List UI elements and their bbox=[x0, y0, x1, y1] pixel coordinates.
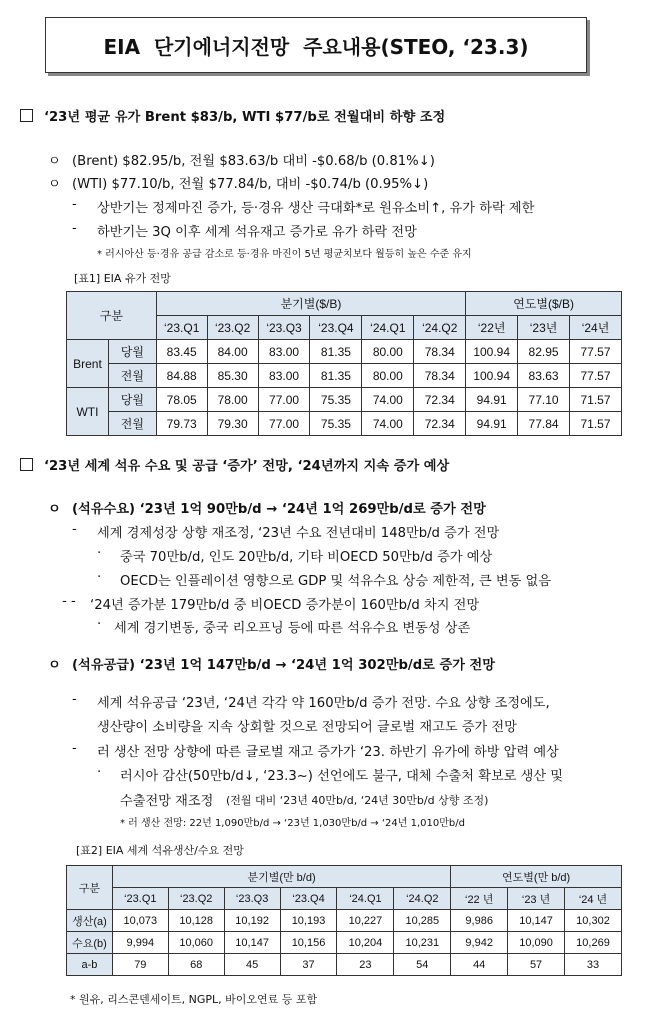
table-row bbox=[67, 364, 622, 388]
row-label: 수요(b) bbox=[67, 932, 113, 954]
demand-line: ‘24년 증가분 179만b/d 중 비OECD 증가분이 160만b/d 차지 전망 bbox=[90, 598, 480, 613]
row-sub-label: 전월 bbox=[108, 412, 156, 436]
middot-icon: · bbox=[97, 765, 102, 780]
table-cell: 10,192 bbox=[224, 910, 280, 932]
table2-col-header: ‘23.Q4 bbox=[280, 888, 337, 910]
table-cell: 83.45 bbox=[156, 340, 207, 364]
bullet-circle-icon: ㅇ bbox=[48, 502, 61, 517]
table-cell: 74.00 bbox=[362, 388, 414, 412]
table-cell: 100.94 bbox=[466, 364, 518, 388]
table-cell: 10,231 bbox=[394, 932, 451, 954]
table-cell: 79.73 bbox=[156, 412, 207, 436]
table-cell: 45 bbox=[224, 954, 280, 976]
table-cell: 77.10 bbox=[518, 388, 570, 412]
table1-col-header: ‘22년 bbox=[466, 316, 518, 340]
sub-bullet: 상반기는 정제마진 증가, 등·경유 생산 극대화*로 원유소비↑, 유가 하락 제한 bbox=[97, 201, 535, 216]
document-title-text: EIA 단기에너지전망 주요내용(STEO, ‘23.3) bbox=[103, 34, 529, 59]
supply-line: 러시아 감산(50만b/d↓, ‘23.3~) 선언에도 불구, 대체 수출처 확보로 생산 및 bbox=[120, 769, 564, 784]
table-cell: 71.57 bbox=[570, 388, 622, 412]
table1-group-quarter: 분기별($/B) bbox=[156, 292, 465, 316]
table-cell: 10,302 bbox=[565, 910, 622, 932]
middot-icon: · bbox=[97, 546, 102, 561]
dash-icon: - bbox=[72, 197, 77, 212]
table1-col-header: ‘23.Q4 bbox=[310, 316, 362, 340]
table-cell: 79.30 bbox=[207, 412, 258, 436]
table1-caption: [표1] EIA 유가 전망 bbox=[74, 272, 171, 285]
row-label: 생산(a) bbox=[67, 910, 113, 932]
table-cell: 77.00 bbox=[258, 412, 310, 436]
table2-col-header: ‘24 년 bbox=[565, 888, 622, 910]
table2-caption: [표2] EIA 세계 석유생산/수요 전망 bbox=[76, 844, 244, 857]
demand-line: 세계 경제성장 상향 재조정, ‘23년 수요 전년대비 148만b/d 증가 전망 bbox=[97, 526, 500, 541]
footnote: * 원유, 리스콘덴세이트, NGPL, 바이오연료 등 포함 bbox=[70, 993, 318, 1006]
demand-line: 중국 70만b/d, 인도 20만b/d, 기타 비OECD 50만b/d 증가 예상 bbox=[120, 550, 493, 565]
table-row bbox=[67, 340, 622, 364]
supply-note: * 러 생산 전망: 22년 1,090만b/d → ‘23년 1,030만b/d → ‘24년 1,010만b/d bbox=[120, 818, 465, 829]
supply-line: 생산량이 소비량을 지속 상회할 것으로 전망되어 글로벌 재고도 증가 전망 bbox=[97, 720, 517, 735]
table2-col-header: ‘23.Q2 bbox=[168, 888, 224, 910]
row-label: a-b bbox=[67, 954, 113, 976]
table2-col-header: ‘24.Q1 bbox=[337, 888, 394, 910]
table-cell: 84.88 bbox=[156, 364, 207, 388]
sub-bullet: 하반기는 3Q 이후 세계 석유재고 증가로 유가 하락 전망 bbox=[97, 225, 417, 240]
table1-col-header: ‘23.Q2 bbox=[207, 316, 258, 340]
table-cell: 23 bbox=[337, 954, 394, 976]
dash-icon: - bbox=[72, 741, 77, 756]
table-cell: 9,994 bbox=[112, 932, 168, 954]
table1-col-header: ‘24.Q2 bbox=[414, 316, 466, 340]
table-cell: 10,090 bbox=[508, 932, 565, 954]
table-cell: 77.57 bbox=[570, 364, 622, 388]
table-cell: 78.34 bbox=[414, 364, 466, 388]
table-cell: 10,193 bbox=[280, 910, 337, 932]
supply-line: (전월 대비 ‘23년 40만b/d, ‘24년 30만b/d 상향 조정) bbox=[226, 794, 489, 807]
table1-col-header: ‘23.Q1 bbox=[156, 316, 207, 340]
table-cell: 77.84 bbox=[518, 412, 570, 436]
section2-heading: ‘23년 세계 석유 수요 및 공급 ‘증가’ 전망, ‘24년까지 지속 증가 예상 bbox=[44, 459, 450, 474]
table1-col-header: ‘23년 bbox=[518, 316, 570, 340]
table-cell: 10,128 bbox=[168, 910, 224, 932]
table-row bbox=[67, 954, 622, 976]
row-sub-label: 당월 bbox=[108, 388, 156, 412]
demand-heading: (석유수요) ‘23년 1억 90만b/d → ‘24년 1억 269만b/d로 증가 전망 bbox=[72, 502, 486, 517]
table-cell: 81.35 bbox=[310, 340, 362, 364]
table-cell: 83.00 bbox=[258, 364, 310, 388]
table-cell: 68 bbox=[168, 954, 224, 976]
table1-col-header: ‘24.Q1 bbox=[362, 316, 414, 340]
table-cell: 10,147 bbox=[508, 910, 565, 932]
supply-demand-table bbox=[66, 865, 622, 976]
row-sub-label: 전월 bbox=[108, 364, 156, 388]
table-cell: 10,227 bbox=[337, 910, 394, 932]
table-cell: 9,942 bbox=[451, 932, 508, 954]
bullet-circle-icon: ㅇ bbox=[48, 154, 61, 169]
table1-col-header: ‘23.Q3 bbox=[258, 316, 310, 340]
table-cell: 10,204 bbox=[337, 932, 394, 954]
table-cell: 85.30 bbox=[207, 364, 258, 388]
table-cell: 78.00 bbox=[207, 388, 258, 412]
table2-col-header: ‘23.Q3 bbox=[224, 888, 280, 910]
table1-col-header: ‘24년 bbox=[570, 316, 622, 340]
table-cell: 81.35 bbox=[310, 364, 362, 388]
supply-heading: (석유공급) ‘23년 1억 147만b/d → ‘24년 1억 302만b/d로 증가 전망 bbox=[72, 658, 496, 673]
table-cell: 33 bbox=[565, 954, 622, 976]
table-cell: 10,060 bbox=[168, 932, 224, 954]
brent-bullet: (Brent) $82.95/b, 전월 $83.63/b 대비 -$0.68/b (0.81%↓) bbox=[72, 154, 435, 169]
row-group-label: WTI bbox=[67, 388, 109, 436]
table1-group-year: 연도별($/B) bbox=[466, 292, 622, 316]
section1-note: * 러시아산 등·경유 공급 감소로 등·경유 마진이 5년 평균치보다 월등히 높은 수준 유지 bbox=[97, 249, 472, 260]
table2-col-header: ‘23 년 bbox=[508, 888, 565, 910]
table-cell: 77.00 bbox=[258, 388, 310, 412]
table-cell: 78.05 bbox=[156, 388, 207, 412]
table2-col-header: ‘24.Q2 bbox=[394, 888, 451, 910]
section-checkbox-icon bbox=[20, 109, 33, 122]
middot-icon: · bbox=[97, 617, 102, 632]
table-cell: 10,147 bbox=[224, 932, 280, 954]
middot-icon: · bbox=[97, 570, 102, 585]
table-cell: 74.00 bbox=[362, 412, 414, 436]
oil-price-table bbox=[66, 291, 622, 436]
table-cell: 10,073 bbox=[112, 910, 168, 932]
table-cell: 83.00 bbox=[258, 340, 310, 364]
table-cell: 72.34 bbox=[414, 412, 466, 436]
table-cell: 80.00 bbox=[362, 364, 414, 388]
section1-heading: ‘23년 평균 유가 Brent $83/b, WTI $77/b로 전월대비 하향 조정 bbox=[44, 110, 446, 125]
dash-icon: - bbox=[72, 522, 77, 537]
table-cell: 9,986 bbox=[451, 910, 508, 932]
table-cell: 75.35 bbox=[310, 388, 362, 412]
table-cell: 44 bbox=[451, 954, 508, 976]
table-cell: 10,156 bbox=[280, 932, 337, 954]
table-cell: 94.91 bbox=[466, 412, 518, 436]
table-cell: 78.34 bbox=[414, 340, 466, 364]
table-cell: 94.91 bbox=[466, 388, 518, 412]
table2-group-quarter: 분기별(만 b/d) bbox=[112, 866, 450, 888]
table-cell: 54 bbox=[394, 954, 451, 976]
table-cell: 100.94 bbox=[466, 340, 518, 364]
supply-line: 세계 석유공급 ‘23년, ‘24년 각각 약 160만b/d 증가 전망. 수요 상향 조정에도, bbox=[97, 696, 550, 711]
supply-line: 수출전망 재조정 bbox=[120, 794, 214, 809]
document-title bbox=[45, 17, 587, 73]
table-cell: 80.00 bbox=[362, 340, 414, 364]
bullet-circle-icon: ㅇ bbox=[48, 658, 61, 673]
demand-line: OECD는 인플레이션 영향으로 GDP 및 석유수요 상승 제한적, 큰 변동 없음 bbox=[120, 574, 551, 589]
table-cell: 77.57 bbox=[570, 340, 622, 364]
section-checkbox-icon bbox=[20, 458, 33, 471]
row-group-label: Brent bbox=[67, 340, 109, 388]
table-row bbox=[67, 910, 622, 932]
demand-line: 세계 경기변동, 중국 리오프닝 등에 따른 석유수요 변동성 상존 bbox=[114, 621, 471, 636]
table2-group-year: 연도별(만 b/d) bbox=[451, 866, 622, 888]
supply-line: 러 생산 전망 상향에 따른 글로벌 재고 증가가 ‘23. 하반기 유가에 하방 압력 예상 bbox=[97, 745, 559, 760]
table1-corner: 구분 bbox=[67, 292, 157, 340]
table2-col-header: ‘23.Q1 bbox=[112, 888, 168, 910]
table-cell: 10,269 bbox=[565, 932, 622, 954]
table-cell: 71.57 bbox=[570, 412, 622, 436]
table-row bbox=[67, 412, 622, 436]
table-cell: 84.00 bbox=[207, 340, 258, 364]
table-cell: 57 bbox=[508, 954, 565, 976]
table-cell: 75.35 bbox=[310, 412, 362, 436]
bullet-circle-icon: ㅇ bbox=[48, 177, 61, 192]
table-cell: 37 bbox=[280, 954, 337, 976]
table-row bbox=[67, 388, 622, 412]
dash-icon: - - bbox=[62, 594, 76, 609]
dash-icon: - bbox=[72, 221, 77, 236]
table-row bbox=[67, 932, 622, 954]
dash-icon: - bbox=[72, 692, 77, 707]
table2-corner: 구분 bbox=[67, 866, 113, 910]
table-cell: 10,285 bbox=[394, 910, 451, 932]
table-cell: 79 bbox=[112, 954, 168, 976]
wti-bullet: (WTI) $77.10/b, 전월 $77.84/b, 대비 -$0.74/b (0.95%↓) bbox=[72, 177, 429, 192]
table-cell: 72.34 bbox=[414, 388, 466, 412]
row-sub-label: 당월 bbox=[108, 340, 156, 364]
table-cell: 83.63 bbox=[518, 364, 570, 388]
table2-col-header: ‘22 년 bbox=[451, 888, 508, 910]
table-cell: 82.95 bbox=[518, 340, 570, 364]
